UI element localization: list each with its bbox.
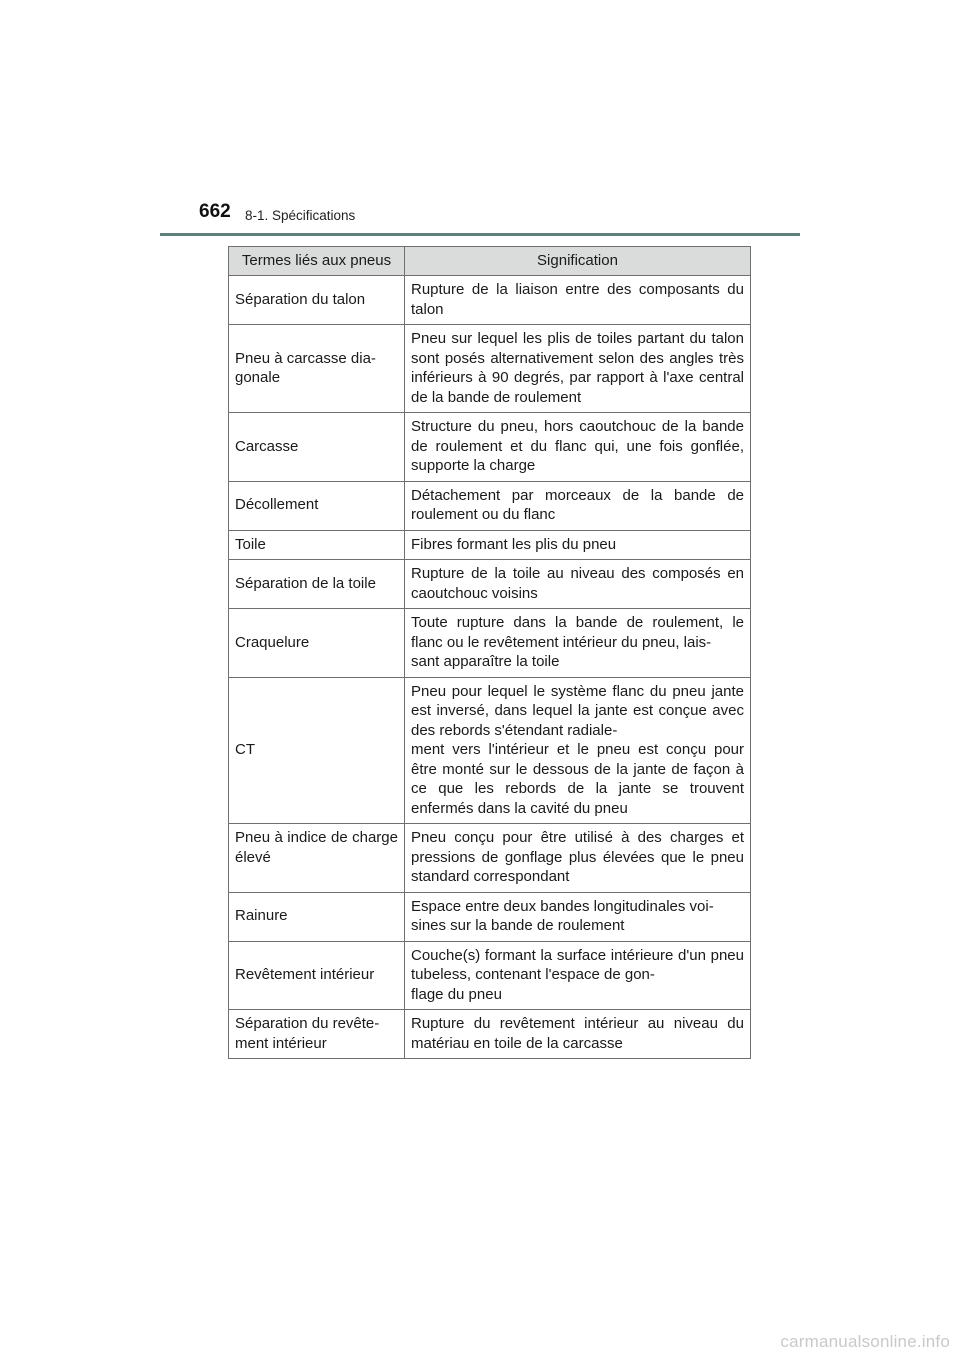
term-cell: Toile: [229, 530, 405, 560]
definition-cell: [405, 609, 751, 678]
tire-terms-table: [228, 246, 751, 1059]
page-header: [0, 0, 960, 240]
definition-cell: Détachement par morceaux de la bande de roulement ou du flanc: [405, 481, 751, 530]
term-cell: [229, 1010, 405, 1059]
term-cell: Craquelure: [229, 609, 405, 678]
table-row: [229, 892, 751, 941]
definition-cell: Pneu sur lequel les plis de toiles partant du talon sont posés alternativement selon des angles très inférieurs à 90 degrés, par rapport à l'axe central de la bande de roulement: [405, 325, 751, 413]
header-rule: [160, 233, 800, 236]
term-line: Séparation du revête- ment intérieur: [235, 1015, 380, 1052]
table-row: [229, 530, 751, 560]
definition-cell: [405, 892, 751, 941]
table-row: [229, 413, 751, 482]
definition-cell: Rupture de la liaison entre des composants du talon: [405, 276, 751, 325]
term-cell: Séparation de la toile: [229, 560, 405, 609]
definition-text: Pneu pour lequel le système flanc du pneu jante est inversé, dans lequel la jante est conçue avec des rebords s'étendant radiale- ment vers l'intérieur et le pneu est conçu pour être monté sur le dessous de la jante de façon à ce que les rebords de la jante se trouvent enfermés dans la cavité du pneu: [411, 682, 744, 817]
definition-cell: Structure du pneu, hors caoutchouc de la bande de roulement et du flanc qui, une fois gonflée, supporte la charge: [405, 413, 751, 482]
term-cell: Revêtement intérieur: [229, 941, 405, 1010]
column-header-definition: Signification: [405, 247, 751, 276]
term-cell: Rainure: [229, 892, 405, 941]
term-line: Pneu à carcasse dia- gonale: [235, 349, 376, 386]
page-number: 662: [199, 201, 231, 222]
definition-cell: Pneu conçu pour être utilisé à des charges et pressions de gonflage plus élevées que le pneu standard correspondant: [405, 824, 751, 893]
definition-text: Couche(s) formant la surface intérieure d'un pneu tubeless, contenant l'espace de gon- flage du pneu: [411, 946, 744, 1003]
term-cell: [229, 325, 405, 413]
term-cell: Séparation du talon: [229, 276, 405, 325]
column-header-term: Termes liés aux pneus: [229, 247, 405, 276]
table-row: [229, 824, 751, 893]
definition-text: Espace entre deux bandes longitudinales voi- sines sur la bande de roulement: [411, 897, 714, 934]
definition-cell: Rupture de la toile au niveau des composés en caoutchouc voisins: [405, 560, 751, 609]
definition-cell: [405, 677, 751, 824]
table-row: [229, 276, 751, 325]
table-row: [229, 481, 751, 530]
definition-cell: Fibres formant les plis du pneu: [405, 530, 751, 560]
term-cell: CT: [229, 677, 405, 824]
definition-text: Toute rupture dans la bande de roulement, le flanc ou le revêtement intérieur du pneu, lais- sant apparaître la toile: [411, 614, 744, 670]
table-row: [229, 325, 751, 413]
term-cell: Décollement: [229, 481, 405, 530]
definition-cell: Rupture du revêtement intérieur au niveau du matériau en toile de la carcasse: [405, 1010, 751, 1059]
term-cell: Carcasse: [229, 413, 405, 482]
table-row: [229, 560, 751, 609]
table-row: [229, 1010, 751, 1059]
table-row: [229, 609, 751, 678]
definition-cell: [405, 941, 751, 1010]
section-title: 8-1. Spécifications: [245, 208, 356, 223]
watermark: carmanualsonline.info: [780, 1332, 950, 1351]
table-header-row: [229, 247, 751, 276]
table-row: [229, 941, 751, 1010]
term-cell: Pneu à indice de charge élevé: [229, 824, 405, 893]
table-row: [229, 677, 751, 824]
